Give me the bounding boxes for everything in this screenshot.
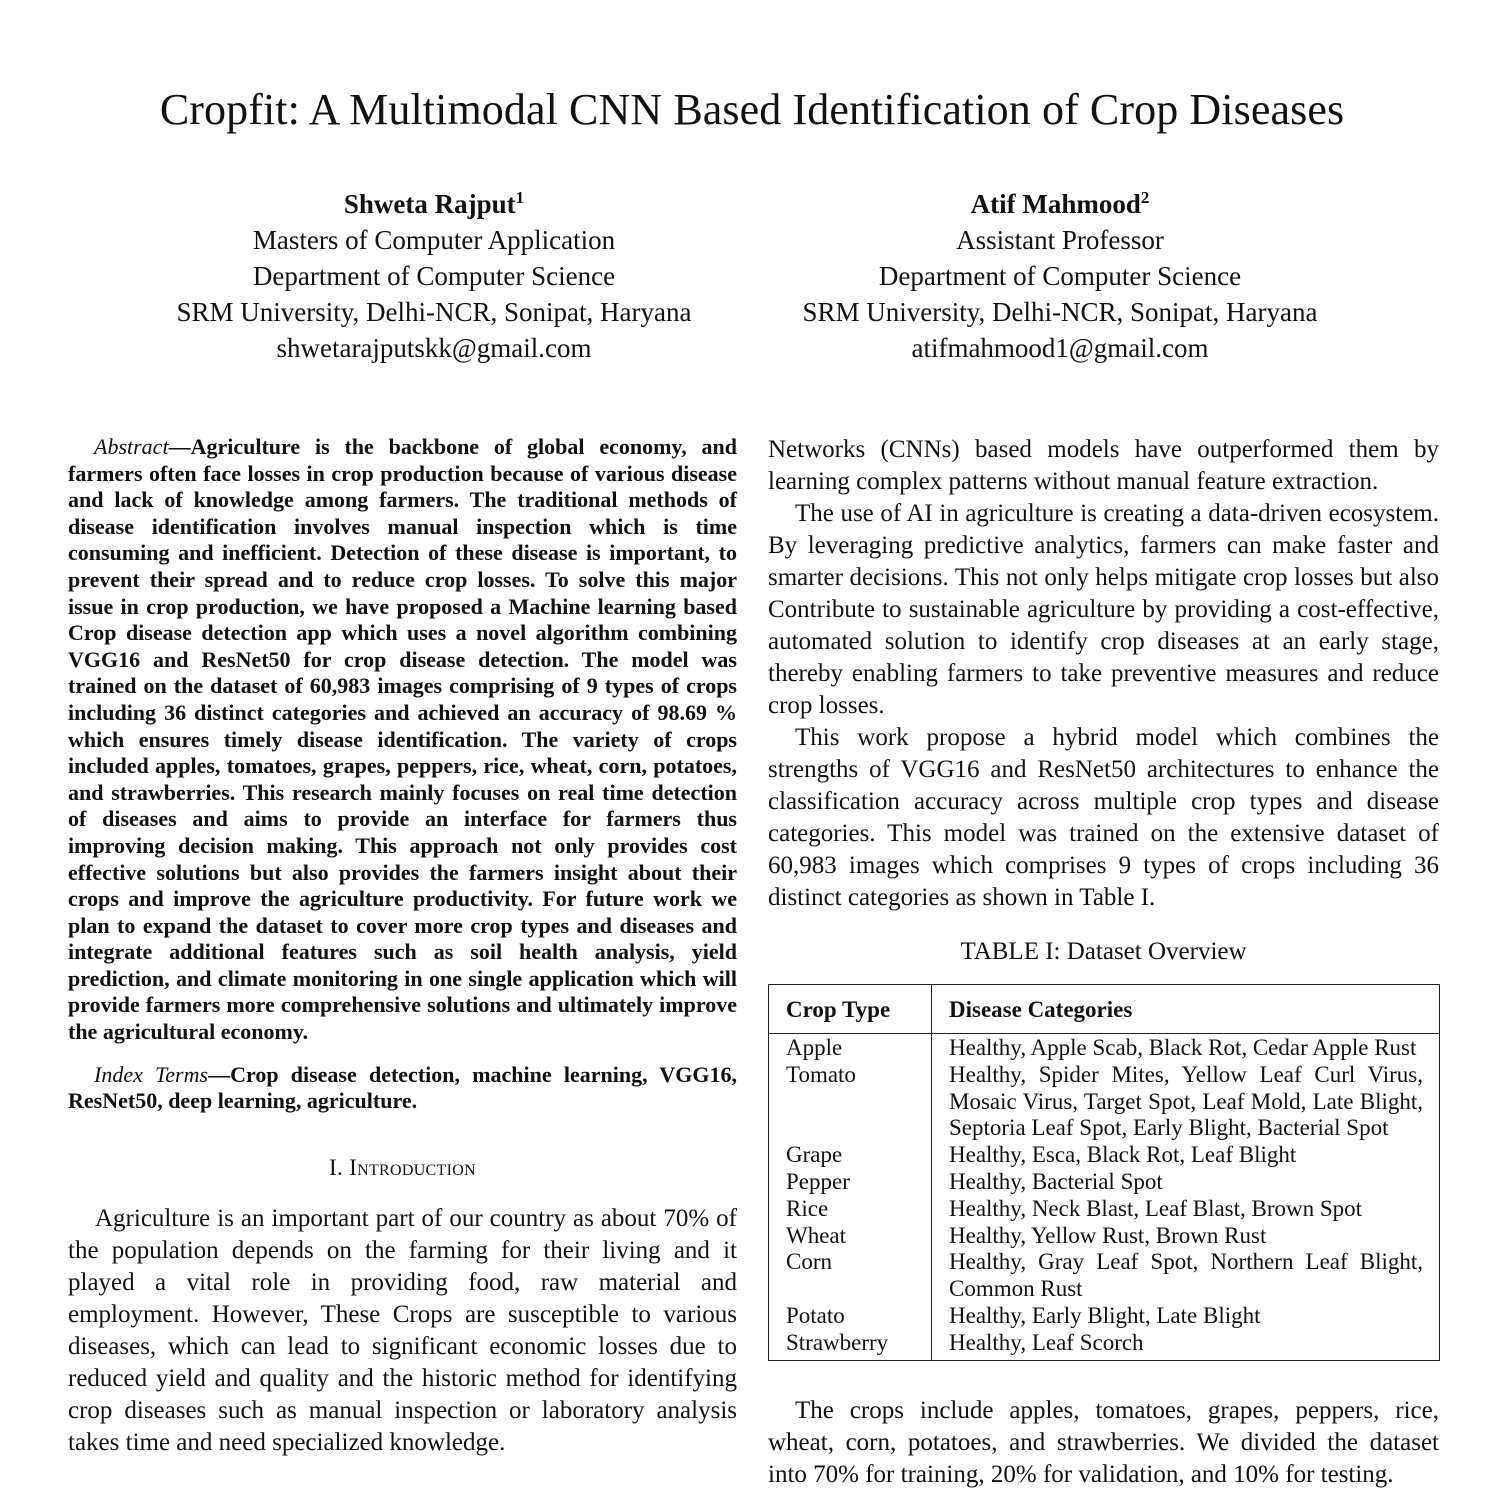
crop-cell: Tomato: [769, 1062, 932, 1142]
section-title: Introduction: [349, 1154, 476, 1180]
hybrid-model-paragraph: This work propose a hybrid model which combines the strengths of VGG16 and ResNet50 architectures to enhance the classification accuracy across multiple crop types and disease categories. This model was trained on the extensive dataset of 60,983 images which comprises 9 types of crops including 36 distinct categories as shown in Table I.: [768, 724, 1439, 911]
author-name: [760, 180, 1360, 222]
abstract-label: Abstract: [94, 434, 169, 459]
right-column: [768, 434, 1439, 1491]
disease-cell: Healthy, Spider Mites, Yellow Leaf Curl Virus, Mosaic Virus, Target Spot, Leaf Mold, Late Blight, Septoria Leaf Spot, Early Blight, Bacterial Spot: [949, 1061, 1423, 1141]
author-block-1: [134, 180, 734, 366]
intro-paragraph: Agriculture is an important part of our country as about 70% of the population depends on the farming for their living and it played a vital role in providing food, raw material and employment. However, These Crops are susceptible to various diseases, which can lead to significant economic losses due to reduced yield and quality and the historic method for identifying crop diseases such as manual inspection or laboratory analysis takes time and need specialized knowledge.: [68, 1204, 737, 1456]
crop-cell: Grape: [769, 1142, 932, 1169]
crop-cell: Apple: [769, 1034, 932, 1062]
table-row: [769, 1169, 1440, 1196]
crop-cell: Corn: [769, 1249, 932, 1303]
table-caption: TABLE I: Dataset Overview: [960, 938, 1247, 965]
author-affiliation-mark: 2: [1140, 188, 1150, 207]
disease-cell: Healthy, Esca, Black Rot, Leaf Blight: [949, 1142, 1297, 1168]
author-affiliation-mark: 1: [515, 188, 525, 207]
disease-cell: Healthy, Apple Scab, Black Rot, Cedar Apple Rust: [949, 1035, 1417, 1060]
crop-cell: Rice: [769, 1196, 932, 1223]
disease-cell: Healthy, Neck Blast, Leaf Blast, Brown Spot: [949, 1195, 1363, 1221]
table-header-row: [769, 985, 1440, 1034]
table-row: [769, 1303, 1440, 1330]
author-institution: SRM University, Delhi-NCR, Sonipat, Haryana: [176, 297, 692, 327]
table-row: [769, 1062, 1440, 1142]
disease-cell: Healthy, Leaf Scorch: [949, 1329, 1144, 1355]
section-heading: [68, 1155, 737, 1181]
paper-title: Cropfit: A Multimodal CNN Based Identification of Crop Diseases: [159, 85, 1345, 134]
author-department: Department of Computer Science: [252, 261, 616, 291]
table-row: [769, 1223, 1440, 1250]
author-name: [134, 180, 734, 222]
crop-cell: Pepper: [769, 1169, 932, 1196]
table-header-disease-categories: Disease Categories: [932, 985, 1440, 1034]
author-name-text: Shweta Rajput: [343, 189, 516, 219]
abstract: Abstract—Agriculture is the backbone of global economy, and farmers often face losses in crop production because of various disease and lack of knowledge among farmers. The traditional methods of disease identification involves manual inspection which is time consuming and inefficient. Detection of these disease is important, to prevent their spread and to reduce crop losses. To solve this major issue in crop production, we have proposed a Machine learning based Crop disease detection app which uses a novel algorithm combining VGG16 and ResNet50 for crop disease detection. The model was trained on the dataset of 60,983 images comprising of 9 types of crops including 36 distinct categories and achieved an accuracy of 98.69 % which ensures timely disease identification. The variety of crops included apples, tomatoes, grapes, peppers, rice, wheat, corn, potatoes, and strawberries. This research mainly focuses on real time detection of diseases and aims to provide an interface for farmers thus improving decision making. This approach not only provides cost effective solutions but also provides the farmers insight about their crops and improve the agriculture productivity. For future work we plan to expand the dataset to cover more crop types and diseases and integrate additional features such as soil health analysis, yield prediction, and climate monitoring in one single application which will provide farmers more comprehensive solutions and ultimately improve the agricultural economy.: [68, 434, 737, 1045]
author-email: atifmahmood1@gmail.com: [911, 333, 1209, 363]
disease-cell: Healthy, Gray Leaf Spot, Northern Leaf Blight, Common Rust: [949, 1249, 1423, 1302]
ai-agriculture-paragraph: The use of AI in agriculture is creating a data-driven ecosystem. By leveraging predictive analytics, farmers can make faster and smarter decisions. This not only helps mitigate crop losses but also Contribute to sustainable agriculture by providing a cost-effective, automated solution to identify crop diseases at an early stage, thereby enabling farmers to take preventive measures and reduce crop losses.: [768, 500, 1439, 719]
table-row: [769, 1196, 1440, 1223]
section-number: I.: [329, 1154, 344, 1180]
table-header-crop-type: Crop Type: [769, 985, 932, 1034]
crop-cell: Potato: [769, 1303, 932, 1330]
disease-cell: Healthy, Bacterial Spot: [949, 1168, 1163, 1194]
table-row: [769, 1034, 1440, 1062]
table-row: [769, 1142, 1440, 1169]
continued-paragraph: Networks (CNNs) based models have outperformed them by learning complex patterns without manual feature extraction.: [768, 436, 1439, 495]
author-department: Department of Computer Science: [878, 261, 1242, 291]
abstract-text: Agriculture is the backbone of global economy, and farmers often face losses in crop production because of various disease and lack of knowledge among farmers. The traditional methods of disease identification involves manual inspection which is time consuming and inefficient. Detection of these disease is important, to prevent their spread and to reduce crop losses. To solve this major issue in crop production, we have proposed a Machine learning based Crop disease detection app which uses a novel algorithm combining VGG16 and ResNet50 for crop disease detection. The model was trained on the dataset of 60,983 images comprising of 9 types of crops including 36 distinct categories and achieved an accuracy of 98.69 % which ensures timely disease identification. The variety of crops included apples, tomatoes, grapes, peppers, rice, wheat, corn, potatoes, and strawberries. This research mainly focuses on real time detection of diseases and aims to provide an interface for farmers thus improving decision making. This approach not only provides cost effective solutions but also provides the farmers insight about their crops and improve the agriculture productivity. For future work we plan to expand the dataset to cover more crop types and diseases and integrate additional features such as soil health analysis, yield prediction, and climate monitoring in one single application which will provide farmers more comprehensive solutions and ultimately improve the agricultural economy.: [68, 434, 737, 1045]
author-email: shwetarajputskk@gmail.com: [276, 333, 592, 363]
crop-cell: Wheat: [769, 1223, 932, 1250]
crop-cell: Strawberry: [769, 1330, 932, 1360]
crops-paragraph: The crops include apples, tomatoes, grapes, peppers, rice, wheat, corn, potatoes, and strawberries. We divided the dataset into 70% for training, 20% for validation, and 10% for testing.: [768, 1396, 1439, 1488]
disease-cell: Healthy, Early Blight, Late Blight: [949, 1302, 1261, 1328]
author-block-2: [760, 180, 1360, 366]
table-row: [769, 1330, 1440, 1360]
dataset-overview-table: [768, 984, 1440, 1361]
index-terms-text: Crop disease detection, machine learning, VGG16, ResNet50, deep learning, agriculture.: [68, 1061, 737, 1114]
left-column: [68, 434, 737, 1459]
author-role: Masters of Computer Application: [252, 225, 616, 255]
index-terms: Index Terms—Crop disease detection, machine learning, VGG16, ResNet50, deep learning, agriculture.: [68, 1061, 737, 1114]
disease-cell: Healthy, Yellow Rust, Brown Rust: [949, 1222, 1267, 1248]
author-name-text: Atif Mahmood: [970, 189, 1141, 219]
table-row: [769, 1249, 1440, 1303]
author-role: Assistant Professor: [956, 225, 1164, 255]
author-institution: SRM University, Delhi-NCR, Sonipat, Haryana: [802, 297, 1318, 327]
index-terms-label: Index Terms: [94, 1061, 209, 1087]
